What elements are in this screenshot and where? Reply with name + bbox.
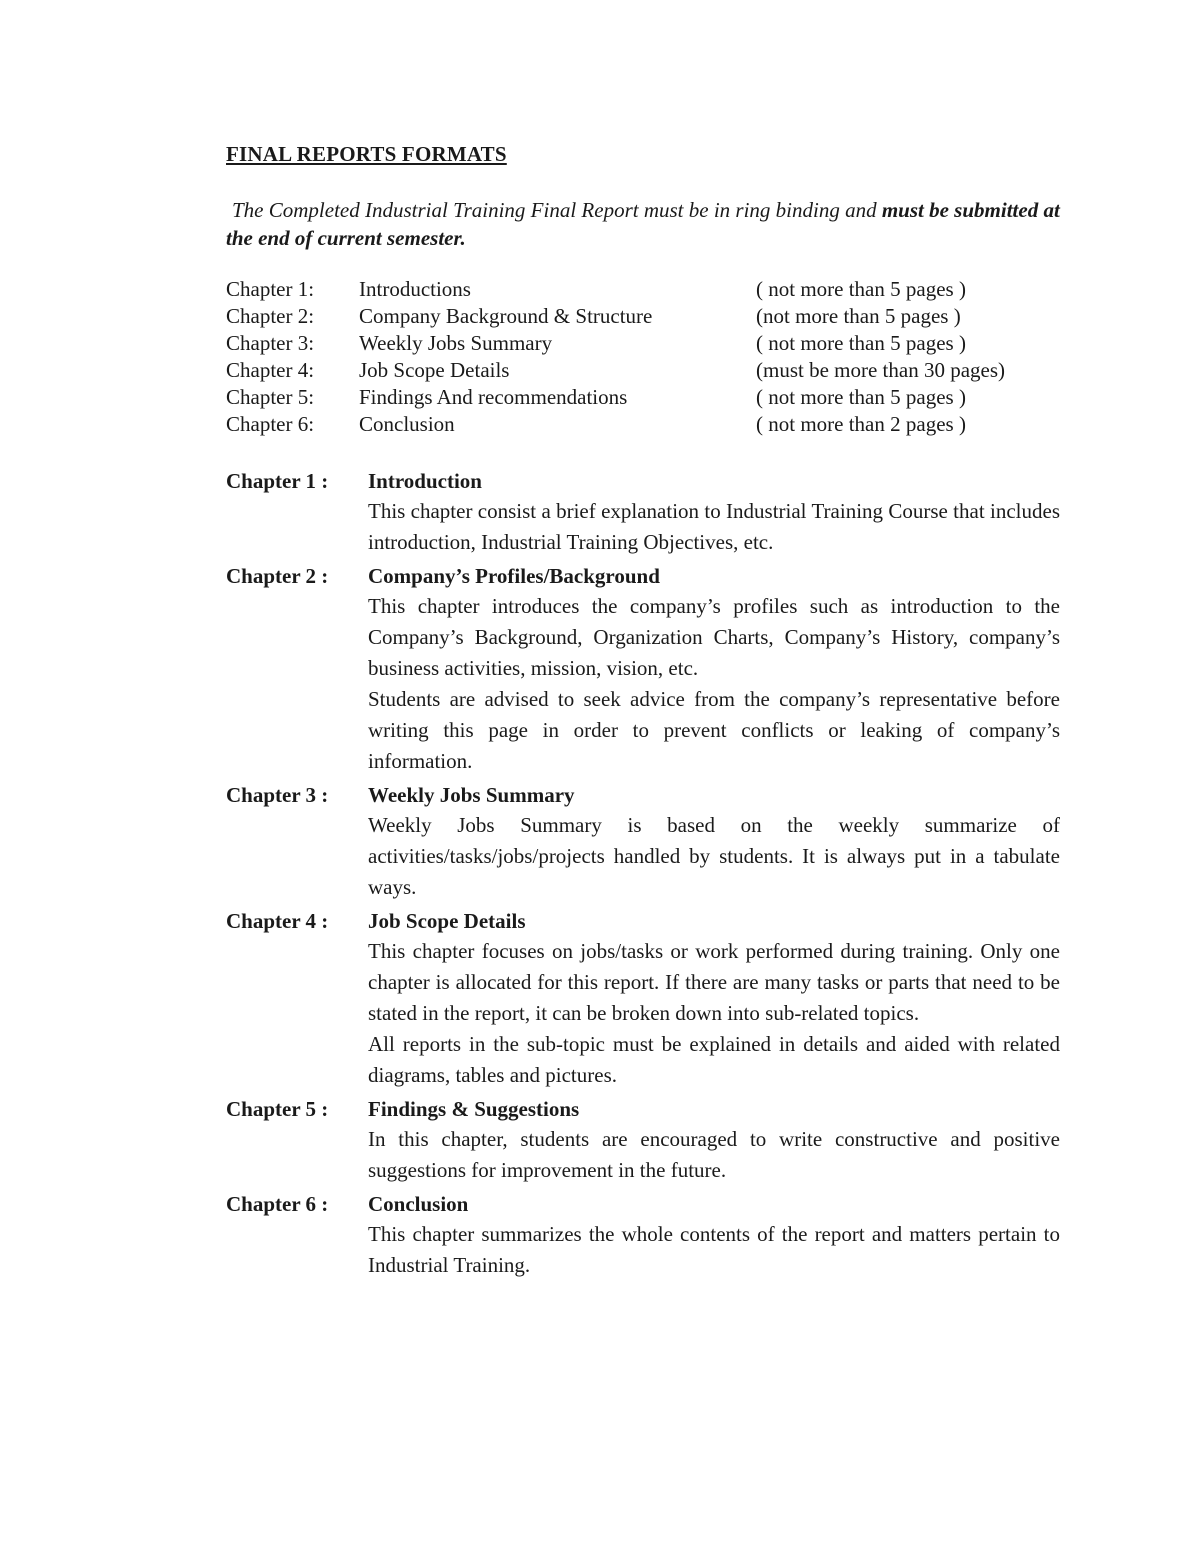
chapter-list: [226, 276, 1066, 438]
section-body: [368, 780, 1060, 903]
chapter-title: Introductions: [359, 277, 471, 301]
section-paragraph: All reports in the sub-topic must be explained in details and aided with related diagrams, tables and pictures.: [368, 1032, 1060, 1087]
chapter-section: [226, 561, 1066, 777]
chapter-list-row: [226, 330, 1066, 357]
chapter-section: [226, 906, 1066, 1091]
section-chapter-label: Chapter 1 :: [226, 469, 329, 493]
section-body: [368, 1094, 1060, 1186]
chapter-descriptions: [226, 466, 1066, 1284]
chapter-page-limit: (not more than 5 pages ): [756, 304, 961, 328]
section-chapter-label: Chapter 3 :: [226, 783, 329, 807]
section-chapter-label: Chapter 2 :: [226, 564, 329, 588]
section-paragraph: This chapter consist a brief explanation to Industrial Training Course that includes introduction, Industrial Training Objectives, etc.: [368, 499, 1060, 554]
chapter-number: Chapter 3:: [226, 331, 315, 355]
chapter-title: Company Background & Structure: [359, 304, 653, 328]
section-heading: Job Scope Details: [368, 909, 526, 933]
section-paragraph: In this chapter, students are encouraged to write constructive and positive suggestions for improvement in the future.: [368, 1127, 1060, 1182]
chapter-section: [226, 1189, 1066, 1281]
chapter-title: Weekly Jobs Summary: [359, 331, 553, 355]
chapter-list-row: [226, 303, 1066, 330]
chapter-page-limit: ( not more than 5 pages ): [756, 331, 966, 355]
intro-italic-text: The Completed Industrial Training Final Report must be in ring binding and: [232, 198, 877, 222]
section-paragraph: Students are advised to seek advice from the company’s representative before writing this page in order to prevent conflicts or leaking of company’s information.: [368, 687, 1060, 773]
document-title: FINAL REPORTS FORMATS: [226, 142, 507, 166]
chapter-page-limit: ( not more than 2 pages ): [756, 412, 966, 436]
chapter-number: Chapter 1:: [226, 277, 315, 301]
section-paragraph: This chapter focuses on jobs/tasks or work performed during training. Only one chapter is allocated for this report. If there are many tasks or parts that need to be stated in the report, it can be broken down into sub-related topics.: [368, 939, 1060, 1025]
section-body: [368, 466, 1060, 558]
chapter-list-row: [226, 357, 1066, 384]
section-heading: Conclusion: [368, 1192, 469, 1216]
chapter-title: Conclusion: [359, 412, 455, 436]
section-chapter-label: Chapter 5 :: [226, 1097, 329, 1121]
section-paragraph: This chapter summarizes the whole contents of the report and matters pertain to Industrial Training.: [368, 1222, 1060, 1277]
section-chapter-label: Chapter 4 :: [226, 909, 329, 933]
chapter-number: Chapter 5:: [226, 385, 315, 409]
chapter-section: [226, 466, 1066, 558]
intro-paragraph: [226, 196, 1066, 252]
chapter-page-limit: ( not more than 5 pages ): [756, 277, 966, 301]
section-heading: Introduction: [368, 469, 482, 493]
chapter-number: Chapter 2:: [226, 304, 315, 328]
section-body: [368, 561, 1060, 777]
section-paragraph: Weekly Jobs Summary is based on the weekly summarize of activities/tasks/jobs/projects handled by students. It is always put in a tabulate ways.: [368, 813, 1060, 899]
chapter-section: [226, 780, 1066, 903]
chapter-title: Job Scope Details: [359, 358, 510, 382]
section-heading: Company’s Profiles/Background: [368, 564, 660, 588]
section-heading: Findings & Suggestions: [368, 1097, 580, 1121]
chapter-list-row: [226, 276, 1066, 303]
chapter-number: Chapter 6:: [226, 412, 315, 436]
intro-bold-text: must be submitted at the end of current semester.: [226, 198, 1060, 250]
chapter-list-row: [226, 411, 1066, 438]
section-heading: Weekly Jobs Summary: [368, 783, 575, 807]
chapter-section: [226, 1094, 1066, 1186]
chapter-page-limit: (must be more than 30 pages): [756, 358, 1006, 382]
section-chapter-label: Chapter 6 :: [226, 1192, 329, 1216]
section-body: [368, 906, 1060, 1091]
section-body: [368, 1189, 1060, 1281]
chapter-number: Chapter 4:: [226, 358, 315, 382]
chapter-list-row: [226, 384, 1066, 411]
chapter-title: Findings And recommendations: [359, 385, 628, 409]
section-paragraph: This chapter introduces the company’s profiles such as introduction to the Company’s Background, Organization Charts, Company’s History, company’s business activities, mission, vision, etc.: [368, 594, 1060, 680]
chapter-page-limit: ( not more than 5 pages ): [756, 385, 966, 409]
